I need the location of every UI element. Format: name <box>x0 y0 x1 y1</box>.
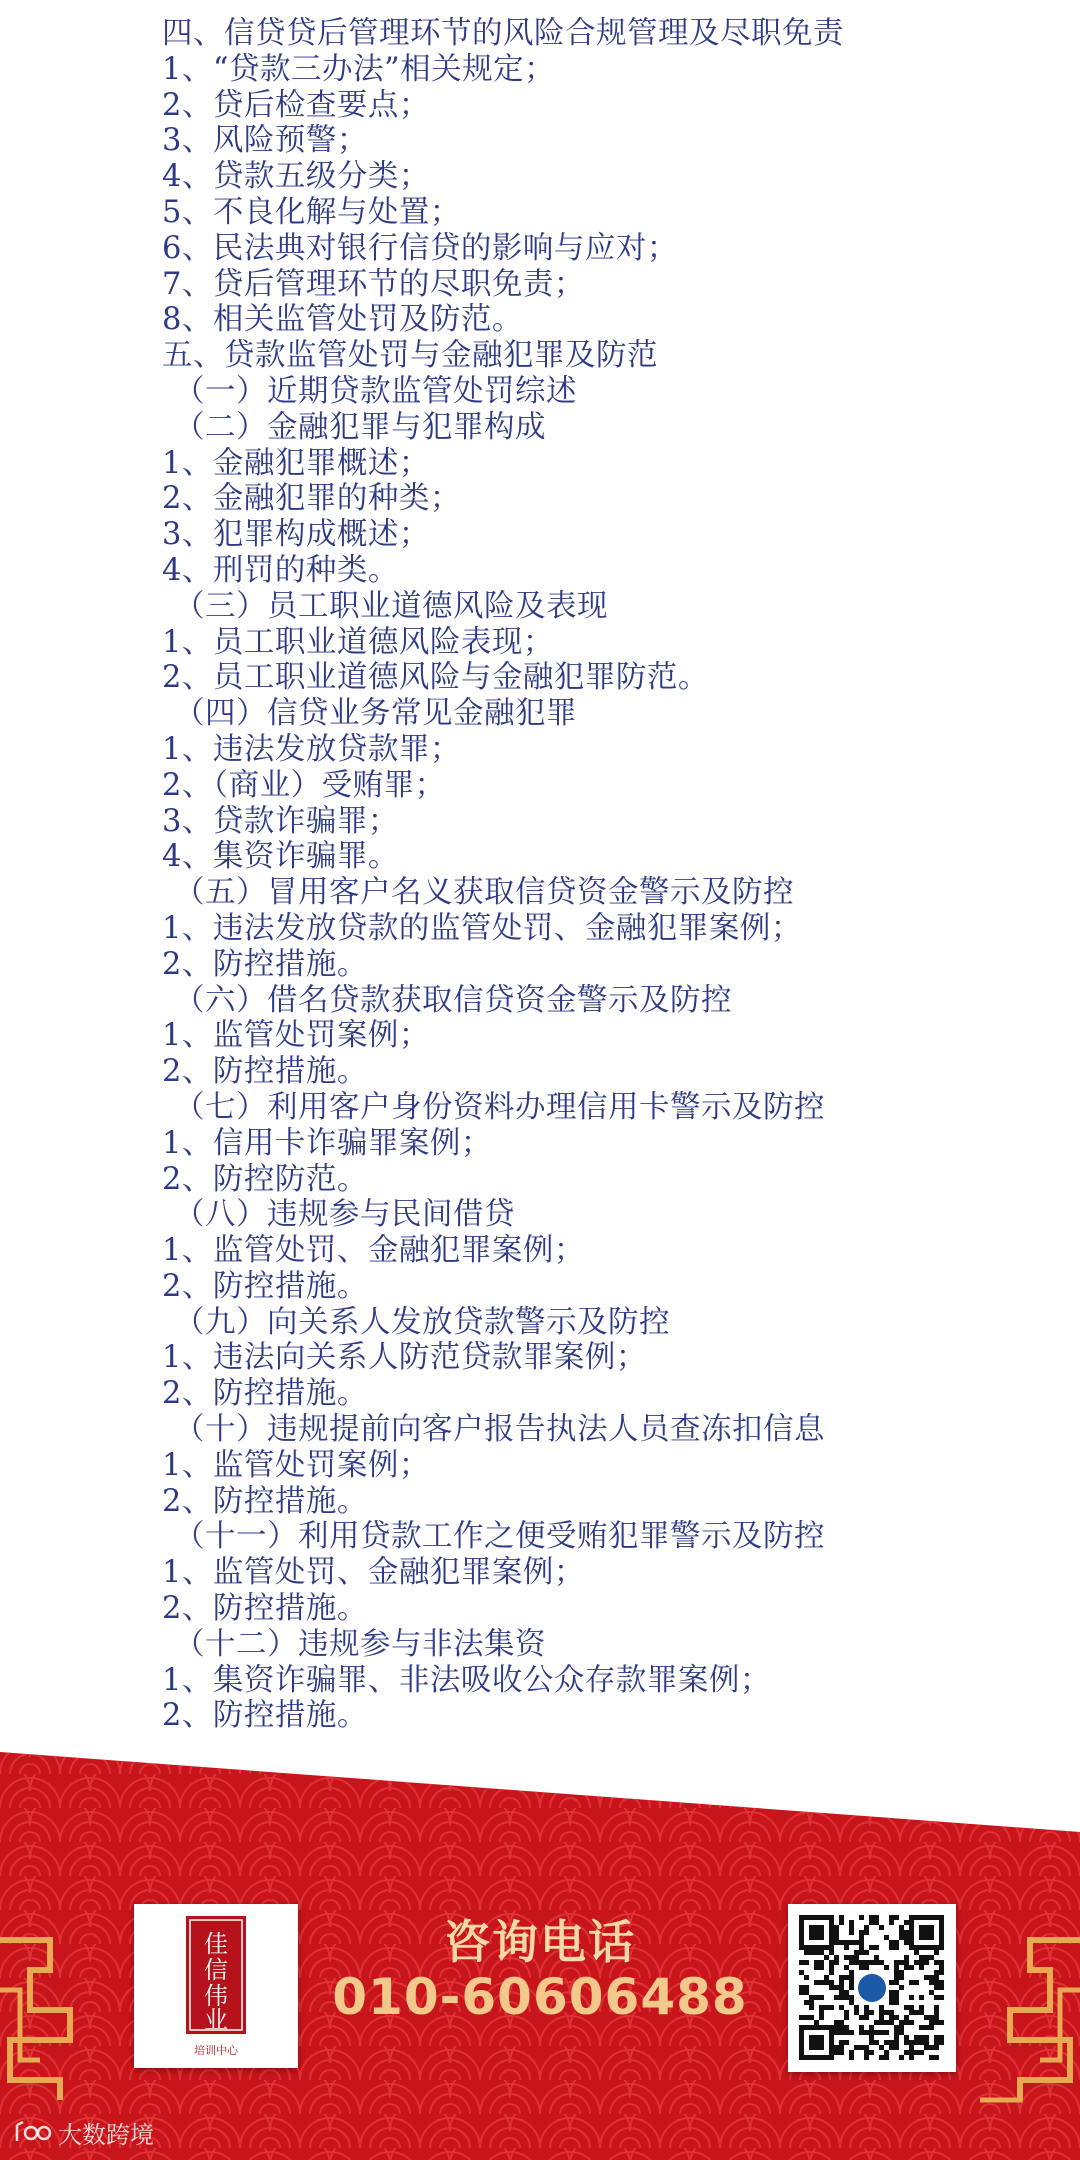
outline-item: 2、防控措施。 <box>162 1591 368 1627</box>
outline-subheading: （八）违规参与民间借贷 <box>174 1197 515 1233</box>
outline-item: 1、信用卡诈骗罪案例； <box>162 1125 492 1161</box>
outline-item: 3、犯罪构成概述； <box>162 517 430 553</box>
brand-subtext: 培训中心 <box>194 2044 238 2057</box>
outline-item: 2、防控措施。 <box>162 1376 368 1412</box>
outline-item: 2、防控防范。 <box>162 1161 368 1197</box>
contact-footer <box>0 1740 1080 2160</box>
outline-item: 2、防控措施。 <box>162 1054 368 1090</box>
outline-item: 2、金融犯罪的种类； <box>162 481 461 517</box>
outline-subheading: （一）近期贷款监管处罚综述 <box>174 373 577 409</box>
outline-subheading: （十）违规提前向客户报告执法人员查冻扣信息 <box>174 1412 825 1448</box>
outline-subheading: （七）利用客户身份资料办理信用卡警示及防控 <box>174 1089 825 1125</box>
outline-item: 2、防控措施。 <box>162 1268 368 1304</box>
outline-item: 6、民法典对银行信贷的影响与应对； <box>162 230 678 266</box>
brand-logo <box>134 1904 298 2068</box>
brand-logo-char: 佳 <box>204 1930 228 1958</box>
outline-subheading: （十二）违规参与非法集资 <box>174 1626 546 1662</box>
consult-title: 咨询电话 <box>444 1915 636 1969</box>
brand-logo-char: 伟 <box>204 1982 228 2010</box>
outline-item: 1、监管处罚、金融犯罪案例； <box>162 1233 585 1269</box>
outline-item: 4、集资诈骗罪。 <box>162 839 399 875</box>
outline-item: 1、“贷款三办法”相关规定； <box>162 51 556 87</box>
brand-seal-icon <box>134 1904 298 2068</box>
outline-item: 2、贷后检查要点； <box>162 87 430 123</box>
outline-item: 1、监管处罚、金融犯罪案例； <box>162 1555 585 1591</box>
outline-subheading: （六）借名贷款获取信贷资金警示及防控 <box>174 982 732 1018</box>
outline-item: 2、防控措施。 <box>162 1698 368 1734</box>
outline-subheading: （五）冒用客户名义获取信贷资金警示及防控 <box>174 875 794 911</box>
brand-logo-char: 信 <box>204 1956 228 1984</box>
watermark-logo-icon <box>14 2119 52 2145</box>
brand-logo-char: 业 <box>204 2006 228 2034</box>
watermark-text: 大数跨境 <box>58 2120 154 2149</box>
outline-item: 1、违法向关系人防范贷款罪案例； <box>162 1340 647 1376</box>
outline-item: 4、贷款五级分类； <box>162 159 430 195</box>
qr-code[interactable] <box>788 1904 956 2072</box>
outline-item: 1、违法发放贷款罪； <box>162 731 461 767</box>
outline-item: 1、员工职业道德风险表现； <box>162 624 554 660</box>
outline-item: 1、监管处罚案例； <box>162 1447 430 1483</box>
outline-item: 1、金融犯罪概述； <box>162 445 430 481</box>
outline-item: 1、监管处罚案例； <box>162 1018 430 1054</box>
outline-item: 3、贷款诈骗罪； <box>162 803 399 839</box>
outline-item: 4、刑罚的种类。 <box>162 552 399 588</box>
outline-subheading: （三）员工职业道德风险及表现 <box>174 588 608 624</box>
outline-item: 7、贷后管理环节的尽职免责； <box>162 266 585 302</box>
outline-item: 2、防控措施。 <box>162 1483 368 1519</box>
outline-subheading: （十一）利用贷款工作之便受贿犯罪警示及防控 <box>174 1519 825 1555</box>
outline-subheading: （九）向关系人发放贷款警示及防控 <box>174 1304 670 1340</box>
outline-subheading: （二）金融犯罪与犯罪构成 <box>174 409 546 445</box>
outline-item: 2、（商业）受贿罪； <box>162 767 446 803</box>
outline-item: 3、风险预警； <box>162 123 368 159</box>
outline-item: 五、贷款监管处罚与金融犯罪及防范 <box>162 338 658 374</box>
outline-item: 5、不良化解与处置； <box>162 194 461 230</box>
outline-item: 1、集资诈骗罪、非法吸收公众存款罪案例； <box>162 1662 771 1698</box>
outline-item: 2、防控措施。 <box>162 946 368 982</box>
outline-item: 2、员工职业道德风险与金融犯罪防范。 <box>162 660 709 696</box>
outline-item: 1、违法发放贷款的监管处罚、金融犯罪案例； <box>162 910 802 946</box>
outline-item: 四、信贷贷后管理环节的风险合规管理及尽职免责 <box>162 16 844 51</box>
qr-code-icon <box>788 1904 956 2072</box>
watermark <box>14 2114 154 2150</box>
consult-phone[interactable]: 010-60606488 <box>332 1968 748 2026</box>
outline-item: 8、相关监管处罚及防范。 <box>162 302 523 338</box>
outline-subheading: （四）信贷业务常见金融犯罪 <box>174 696 577 732</box>
